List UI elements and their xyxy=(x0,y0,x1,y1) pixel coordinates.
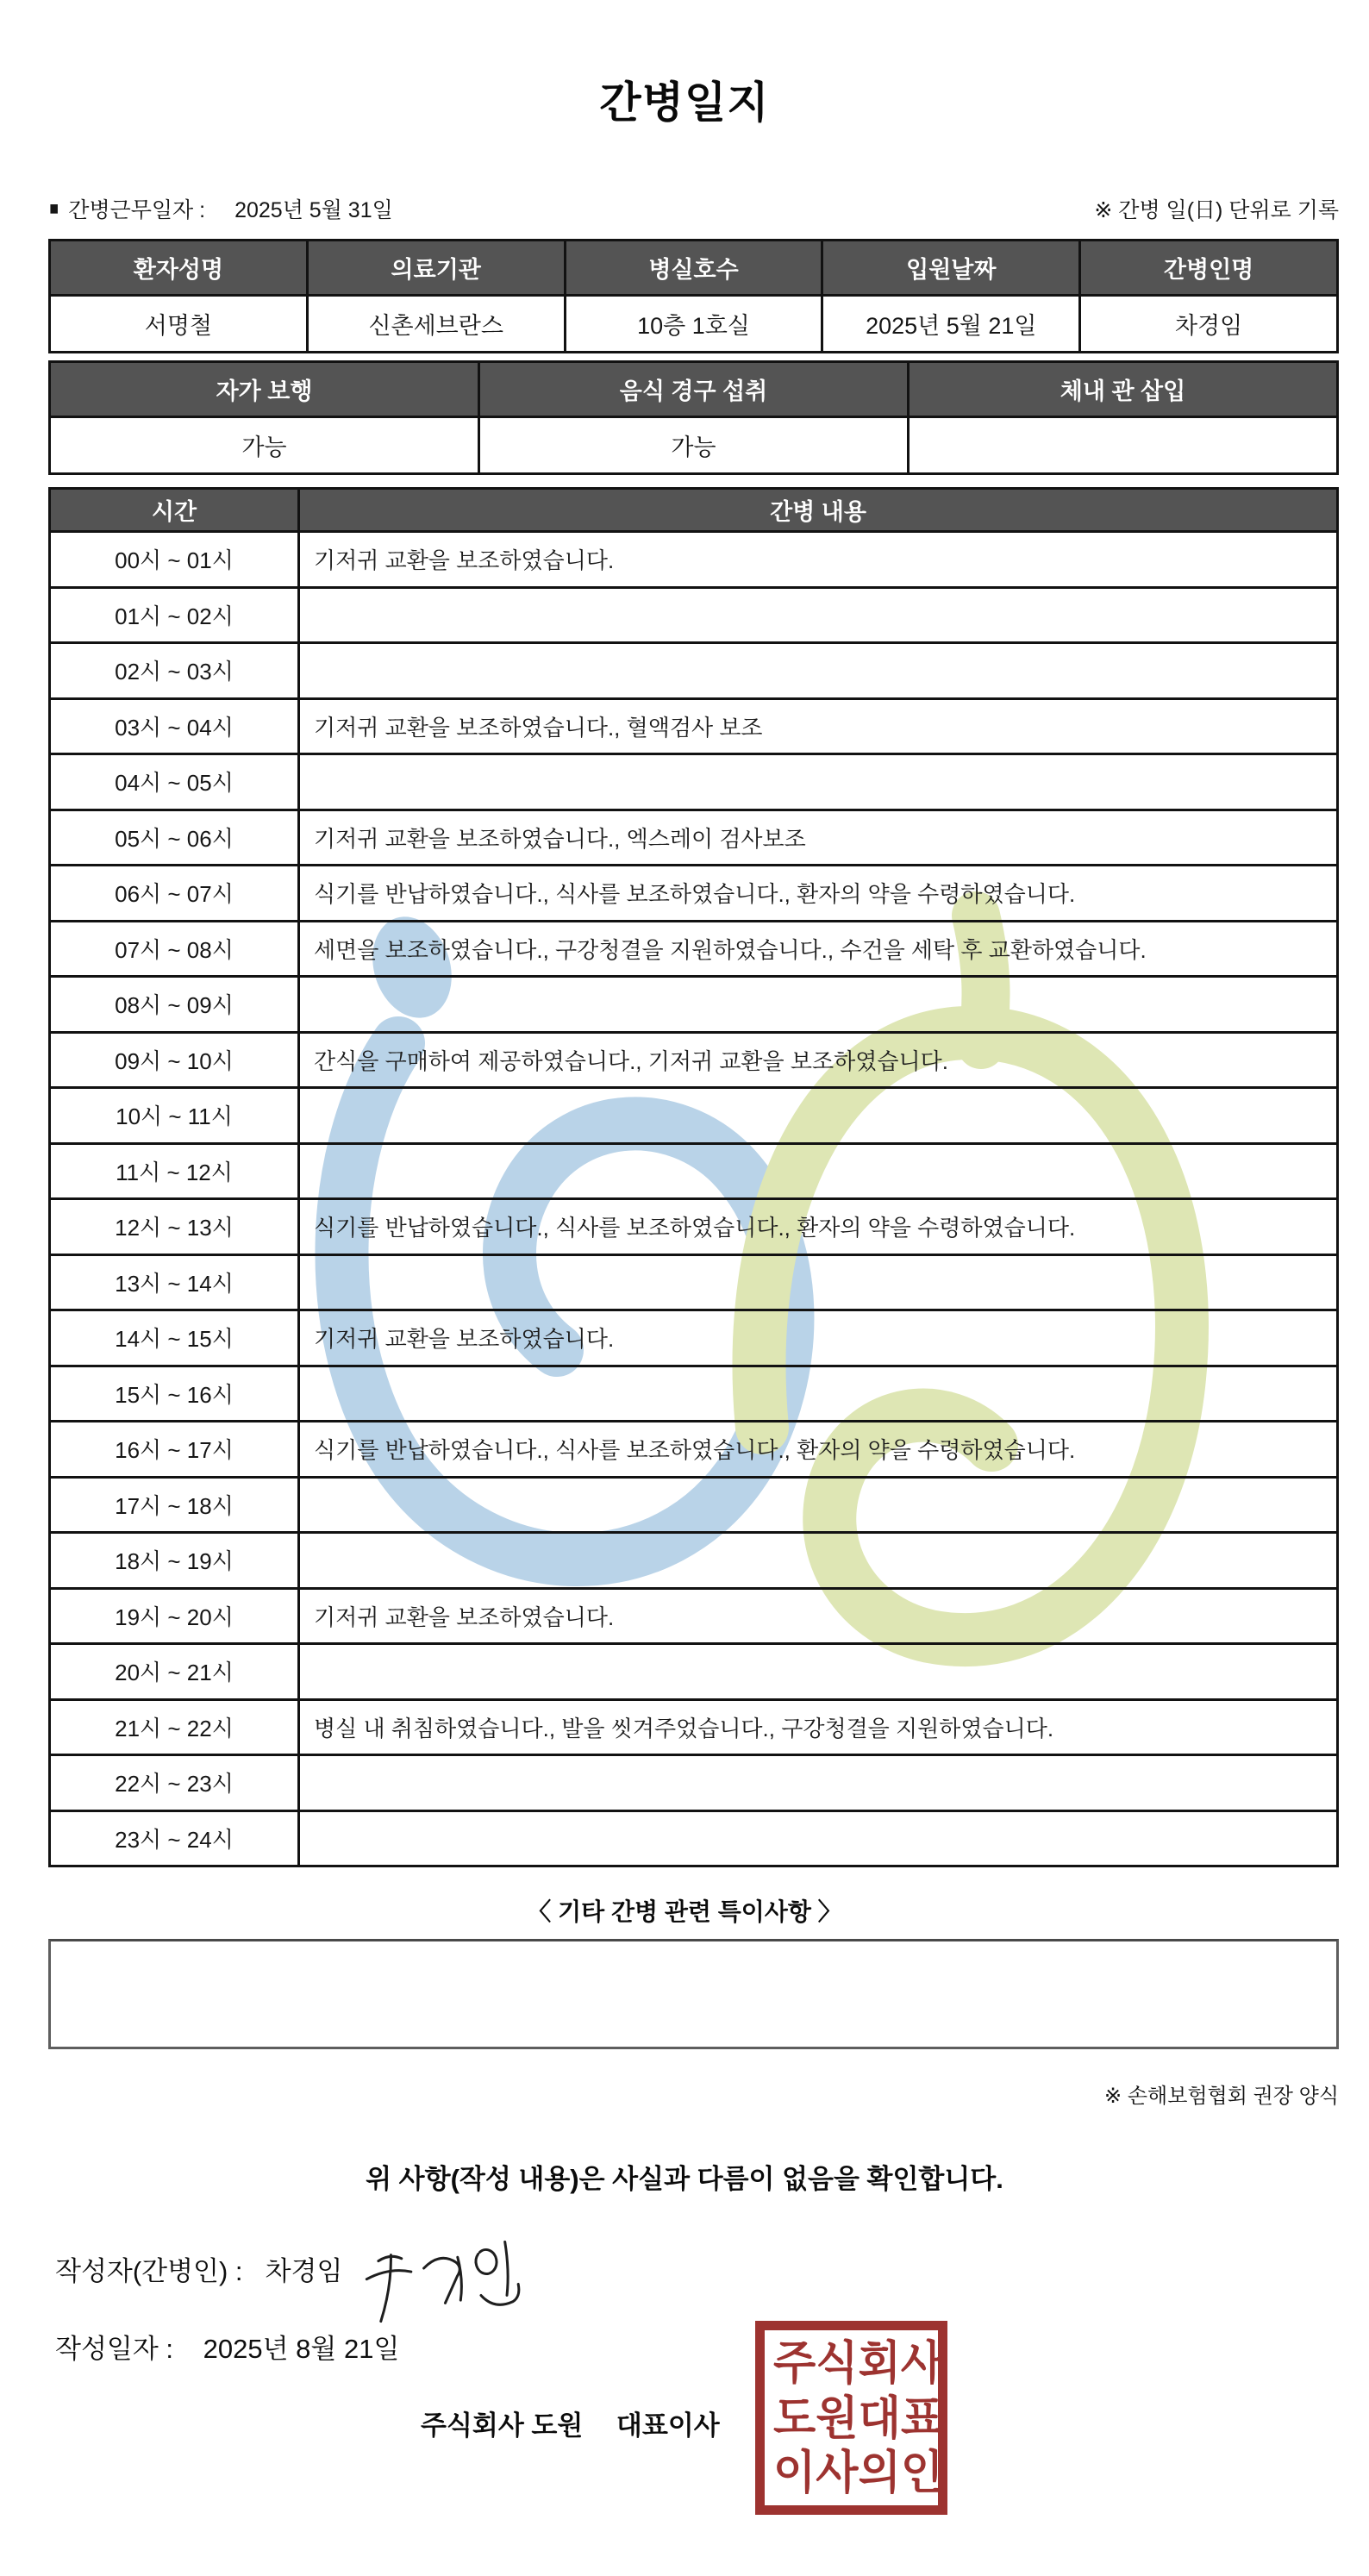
care-log-table xyxy=(48,487,1339,1867)
care-note-cell xyxy=(299,1644,1338,1700)
header-care-note: 간병 내용 xyxy=(299,489,1338,532)
value-caregiver-name: 차경임 xyxy=(1080,296,1338,353)
value-body-tube xyxy=(909,417,1338,474)
care-log-row xyxy=(50,1366,1338,1422)
square-bullet-icon: ■ xyxy=(49,197,59,219)
care-log-row xyxy=(50,866,1338,922)
duty-date-value: 2025년 5월 31일 xyxy=(234,198,393,222)
seal-char: 도 xyxy=(773,2392,816,2443)
care-note-cell xyxy=(299,643,1338,699)
seal-char: 사 xyxy=(816,2446,859,2498)
care-log-row xyxy=(50,1755,1338,1811)
patient-info-value-row xyxy=(50,296,1338,353)
care-time-cell: 02시 ~ 03시 xyxy=(50,643,299,699)
date-line xyxy=(55,2327,1369,2366)
care-time-cell: 17시 ~ 18시 xyxy=(50,1477,299,1533)
value-self-walking: 가능 xyxy=(50,417,479,474)
header-admission-date: 입원날짜 xyxy=(822,241,1080,296)
care-log-row xyxy=(50,698,1338,754)
care-log-row xyxy=(50,1422,1338,1478)
care-time-cell: 18시 ~ 19시 xyxy=(50,1533,299,1589)
seal-row xyxy=(773,2391,944,2445)
care-log-row xyxy=(50,1032,1338,1088)
care-note-cell: 기저귀 교환을 보조하였습니다., 혈액검사 보조 xyxy=(299,698,1338,754)
care-note-cell xyxy=(299,1366,1338,1422)
condition-header-row xyxy=(50,362,1338,417)
writer-label: 작성자(간병인) : xyxy=(55,2256,243,2286)
care-time-cell: 12시 ~ 13시 xyxy=(50,1199,299,1255)
care-note-cell: 기저귀 교환을 보조하였습니다. xyxy=(299,1310,1338,1366)
care-note-cell xyxy=(299,1088,1338,1144)
care-log-body xyxy=(50,532,1338,1866)
care-note-cell xyxy=(299,1810,1338,1866)
care-note-cell: 기저귀 교환을 보조하였습니다. xyxy=(299,532,1338,588)
care-time-cell: 14시 ~ 15시 xyxy=(50,1310,299,1366)
care-log-row xyxy=(50,1254,1338,1310)
care-note-cell: 식기를 반납하였습니다., 식사를 보조하였습니다., 환자의 약을 수령하였습니다. xyxy=(299,1199,1338,1255)
seal-char: 원 xyxy=(816,2392,859,2443)
care-log-row xyxy=(50,921,1338,977)
meta-row xyxy=(48,193,1339,224)
seal-row xyxy=(773,2336,944,2391)
care-time-cell: 08시 ~ 09시 xyxy=(50,977,299,1033)
care-note-cell xyxy=(299,1143,1338,1199)
care-time-cell: 09시 ~ 10시 xyxy=(50,1032,299,1088)
company-ceo-line xyxy=(421,2404,720,2442)
patient-info-table xyxy=(48,239,1339,353)
care-time-cell: 23시 ~ 24시 xyxy=(50,1810,299,1866)
seal-char: 대 xyxy=(858,2392,901,2443)
page-title: 간병일지 xyxy=(599,78,770,127)
care-log-row xyxy=(50,1199,1338,1255)
care-note-cell xyxy=(299,1755,1338,1811)
value-patient-name: 서명철 xyxy=(50,296,308,353)
care-time-cell: 01시 ~ 02시 xyxy=(50,587,299,643)
care-time-cell: 04시 ~ 05시 xyxy=(50,754,299,810)
extra-section-title: 〈 기타 간병 관련 특이사항 〉 xyxy=(527,1898,842,1925)
value-admission-date: 2025년 5월 21일 xyxy=(822,296,1080,353)
value-room: 10층 1호실 xyxy=(565,296,822,353)
care-note-cell: 병실 내 취침하였습니다., 발을 씻겨주었습니다., 구강청결을 지원하였습니다. xyxy=(299,1699,1338,1755)
care-time-cell: 00시 ~ 01시 xyxy=(50,532,299,588)
care-log-row xyxy=(50,1588,1338,1644)
header-caregiver-name: 간병인명 xyxy=(1080,241,1338,296)
writer-line xyxy=(55,2249,1369,2332)
care-note-cell: 기저귀 교환을 보조하였습니다., 엑스레이 검사보조 xyxy=(299,810,1338,866)
header-body-tube: 체내 관 삽입 xyxy=(909,362,1338,417)
care-time-cell: 06시 ~ 07시 xyxy=(50,866,299,922)
duty-date-label: 간병근무일자 : xyxy=(68,198,206,222)
header-self-walking: 자가 보행 xyxy=(50,362,479,417)
care-note-cell xyxy=(299,754,1338,810)
date-label: 작성일자 : xyxy=(55,2334,174,2364)
seal-char: 사 xyxy=(900,2336,944,2389)
corporate-seal-stamp xyxy=(755,2321,947,2515)
care-note-cell: 간식을 구매하여 제공하였습니다., 기저귀 교환을 보조하였습니다. xyxy=(299,1032,1338,1088)
header-time: 시간 xyxy=(50,489,299,532)
header-hospital: 의료기관 xyxy=(307,241,565,296)
condition-table xyxy=(48,360,1339,475)
care-note-cell xyxy=(299,1533,1338,1589)
value-hospital: 신촌세브란스 xyxy=(307,296,565,353)
care-log-row xyxy=(50,532,1338,588)
handwritten-signature xyxy=(363,2237,535,2332)
date-value: 2025년 8월 21일 xyxy=(203,2334,400,2364)
care-log-row xyxy=(50,1477,1338,1533)
care-note-cell: 세면을 보조하였습니다., 구강청결을 지원하였습니다., 수건을 세탁 후 교환하였습니다. xyxy=(299,921,1338,977)
seal-char: 회 xyxy=(858,2336,901,2389)
seal-char: 인 xyxy=(900,2446,944,2498)
seal-char: 의 xyxy=(858,2446,901,2498)
care-time-cell: 13시 ~ 14시 xyxy=(50,1254,299,1310)
duty-date-line xyxy=(48,193,393,224)
care-time-cell: 05시 ~ 06시 xyxy=(50,810,299,866)
care-log-row xyxy=(50,1533,1338,1589)
header-oral-intake: 음식 경구 섭취 xyxy=(479,362,909,417)
care-note-cell: 기저귀 교환을 보조하였습니다. xyxy=(299,1588,1338,1644)
extra-section-box xyxy=(48,1939,1339,2049)
care-log-row xyxy=(50,643,1338,699)
ceo-role: 대표이사 xyxy=(616,2410,720,2441)
care-log-row xyxy=(50,810,1338,866)
care-note-cell: 식기를 반납하였습니다., 식사를 보조하였습니다., 환자의 약을 수령하였습니다. xyxy=(299,866,1338,922)
care-log-row xyxy=(50,754,1338,810)
company-name: 주식회사 도원 xyxy=(421,2410,584,2441)
care-time-cell: 15시 ~ 16시 xyxy=(50,1366,299,1422)
care-time-cell: 11시 ~ 12시 xyxy=(50,1143,299,1199)
unit-note: ※ 간병 일(日) 단위로 기록 xyxy=(1094,198,1339,222)
care-time-cell: 22시 ~ 23시 xyxy=(50,1755,299,1811)
confirmation-statement: 위 사항(작성 내용)은 사실과 다름이 없음을 확인합니다. xyxy=(366,2164,1003,2194)
care-time-cell: 19시 ~ 20시 xyxy=(50,1588,299,1644)
care-time-cell: 10시 ~ 11시 xyxy=(50,1088,299,1144)
header-patient-name: 환자성명 xyxy=(50,241,308,296)
care-log-row xyxy=(50,1143,1338,1199)
care-time-cell: 21시 ~ 22시 xyxy=(50,1699,299,1755)
seal-char: 주 xyxy=(773,2336,816,2389)
care-time-cell: 07시 ~ 08시 xyxy=(50,921,299,977)
patient-info-header-row xyxy=(50,241,1338,296)
care-note-cell xyxy=(299,1254,1338,1310)
care-note-cell xyxy=(299,587,1338,643)
care-log-row xyxy=(50,1310,1338,1366)
seal-char: 표 xyxy=(900,2392,944,2443)
care-time-cell: 16시 ~ 17시 xyxy=(50,1422,299,1478)
value-oral-intake: 가능 xyxy=(479,417,909,474)
care-note-cell: 식기를 반납하였습니다., 식사를 보조하였습니다., 환자의 약을 수령하였습니다. xyxy=(299,1422,1338,1478)
form-source-note: ※ 손해보험협회 권장 양식 xyxy=(1104,2085,1339,2108)
seal-char: 식 xyxy=(816,2336,859,2389)
care-log-row xyxy=(50,977,1338,1033)
care-log-row xyxy=(50,1699,1338,1755)
care-log-row xyxy=(50,1088,1338,1144)
seal-char: 이 xyxy=(773,2446,816,2498)
writer-name: 차경임 xyxy=(265,2256,343,2286)
care-time-cell: 03시 ~ 04시 xyxy=(50,698,299,754)
care-log-row xyxy=(50,1810,1338,1866)
condition-value-row xyxy=(50,417,1338,474)
seal-row xyxy=(773,2446,944,2500)
care-log-row xyxy=(50,587,1338,643)
care-log-row xyxy=(50,1644,1338,1700)
header-room: 병실호수 xyxy=(565,241,822,296)
care-note-cell xyxy=(299,977,1338,1033)
care-note-cell xyxy=(299,1477,1338,1533)
care-time-cell: 20시 ~ 21시 xyxy=(50,1644,299,1700)
care-log-header-row xyxy=(50,489,1338,532)
